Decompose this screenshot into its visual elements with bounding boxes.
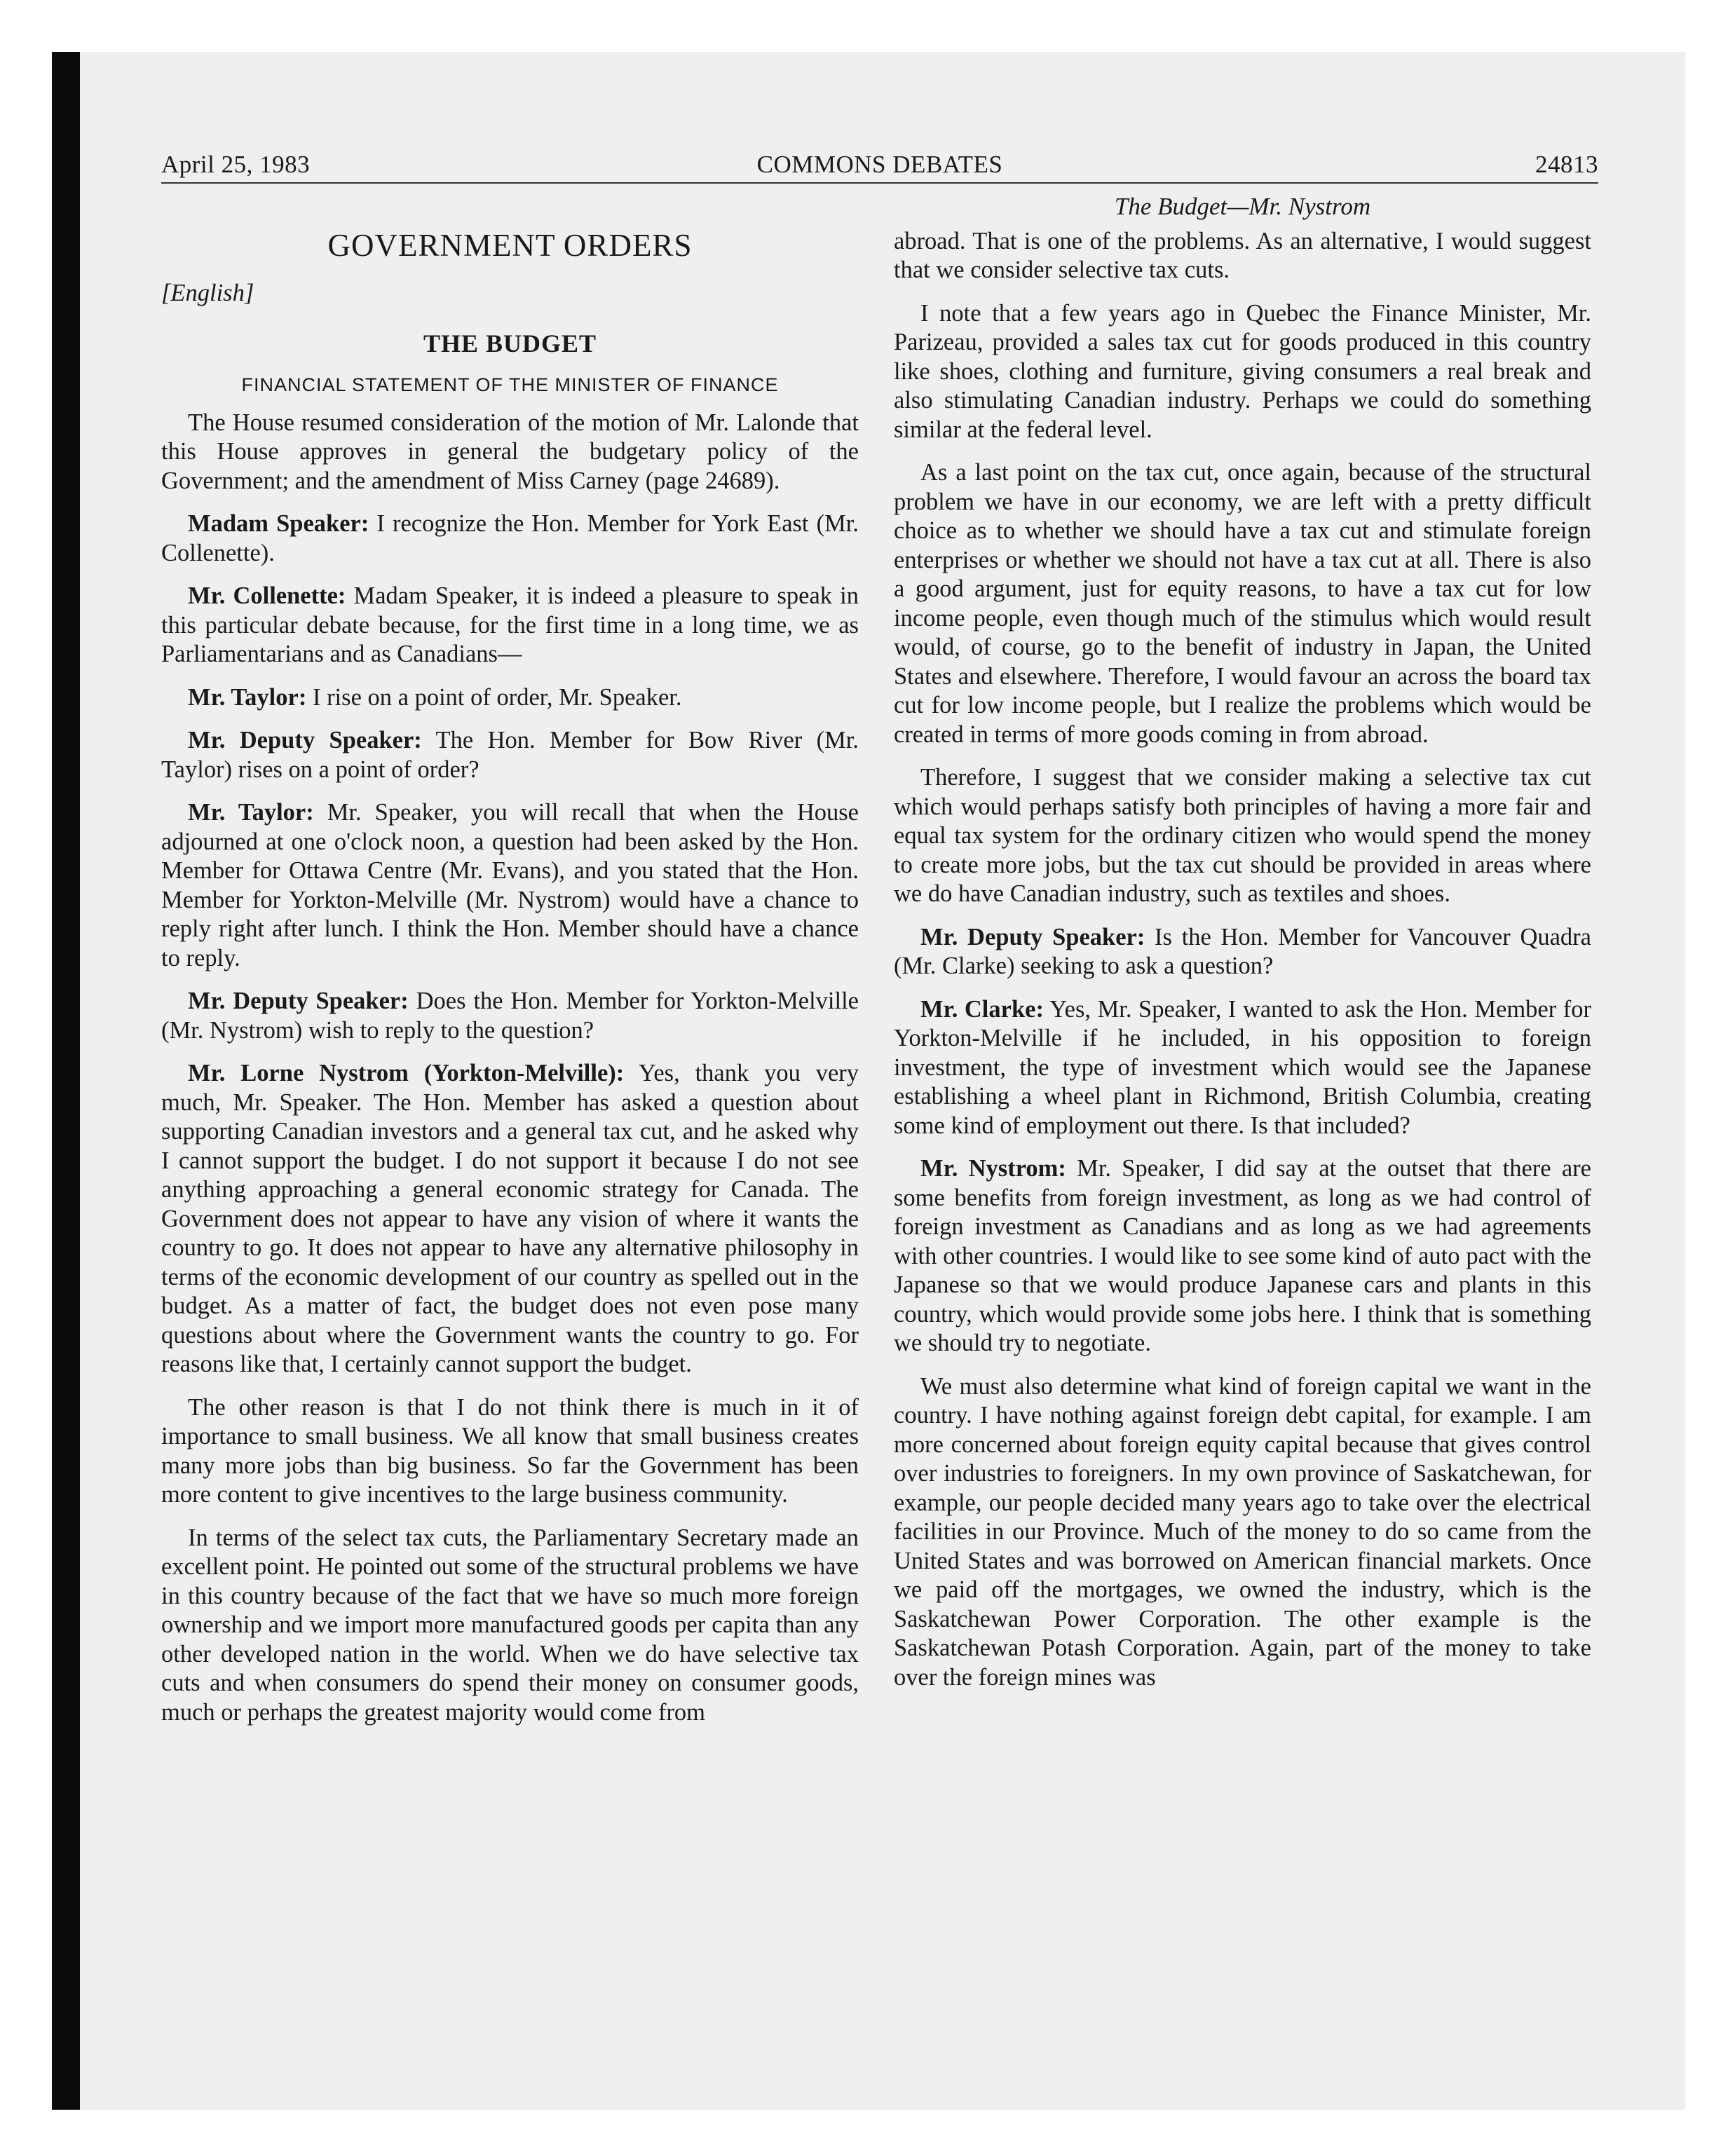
speech-text: Mr. Speaker, I did say at the outset that there are some benefits from foreign investment, as long as we had control of foreign investment as Canadians and as long as we had agreements with other countries. I would like to see some kind of auto pact with the Japanese so that we would produce Japanese cars and plants in this country, which would provide some jobs here. I think that is something we should try to negotiate. — [894, 1155, 1591, 1356]
speech-entry — [161, 987, 859, 1045]
section-title: GOVERNMENT ORDERS — [327, 228, 693, 263]
speech-entry — [894, 995, 1591, 1141]
subject-subtitle: FINANCIAL STATEMENT OF THE MINISTER OF FINANCE — [241, 374, 779, 395]
speaker-name: Mr. Clarke: — [920, 995, 1044, 1023]
speech-entry — [161, 726, 859, 784]
header-publication: COMMONS DEBATES — [756, 151, 1003, 178]
speaker-name: Mr. Nystrom: — [920, 1155, 1066, 1182]
speech-text: Yes, thank you very much, Mr. Speaker. The Hon. Member has asked a question about supporting Canadian investors and a general tax cut, and he asked why I cannot support the budget. I do not support it because I do not see anything approaching a general economic strategy for Canada. The Government does not appear to have any vision of where it wants the country to go. It does not appear to have any alternative philosophy in terms of the economic development of our country as spelled out in the budget. As a matter of fact, the budget does not even pose many questions about where the Government wants the country to go. For reasons like that, I certainly cannot support the budget. — [161, 1060, 859, 1377]
speech-entry — [161, 683, 859, 713]
speaker-name: Mr. Taylor: — [188, 799, 314, 826]
speech-text: I rise on a point of order, Mr. Speaker. — [306, 683, 682, 711]
speaker-name: Mr. Taylor: — [188, 683, 307, 711]
scan-edge-bar — [52, 52, 80, 2110]
speech-entry — [161, 798, 859, 973]
intro-paragraph: The House resumed consideration of the motion of Mr. Lalonde that this House approves in general the budgetary policy of the Government; and the amendment of Miss Carney (page 24689). — [161, 409, 859, 494]
column-running-head: The Budget—Mr. Nystrom — [1114, 193, 1371, 220]
left-column — [161, 184, 859, 1741]
speaker-name: Mr. Collenette: — [188, 582, 346, 609]
speaker-name: Mr. Deputy Speaker: — [920, 923, 1145, 950]
speech-text: Is the Hon. Member for Vancouver Quadra (Mr. Clarke) seeking to ask a question? — [894, 923, 1591, 979]
body-paragraph: We must also determine what kind of foreign capital we want in the country. I have nothing against foreign debt capital, for example. I am more concerned about foreign equity capital because that gives control over industries to foreigners. In my own province of Saskatchewan, for example, our people decided many years ago to take over the electrical facilities in our Province. Much of the money to do so came from the United States and was borrowed on American financial markets. Once we paid off the mortgages, we owned the industry, which is the Saskatchewan Power Corporation. The other example is the Saskatchewan Potash Corporation. Again, part of the money to take over the foreign mines was — [894, 1372, 1591, 1691]
speech-entry — [894, 1154, 1591, 1358]
speech-text: Does the Hon. Member for Yorkton-Melville (Mr. Nystrom) wish to reply to the question? — [161, 988, 859, 1044]
body-paragraph: The other reason is that I do not think there is much in it of importance to small business. We all know that small business creates many more jobs than big business. So far the Government has been more content to give incentives to the large business community. — [161, 1393, 859, 1508]
speech-text: The Hon. Member for Bow River (Mr. Taylor) rises on a point of order? — [161, 727, 859, 783]
body-paragraph: Therefore, I suggest that we consider making a selective tax cut which would perhaps satisfy both principles of having a more fair and equal tax system for the ordinary citizen who would spend the money to create more jobs, but the tax cut should be provided in areas where we do have Canadian industry, such as textiles and shoes. — [894, 764, 1591, 907]
speaker-name: Mr. Deputy Speaker: — [188, 727, 422, 753]
body-paragraph: abroad. That is one of the problems. As an alternative, I would suggest that we consider selective tax cuts. — [894, 227, 1591, 283]
subject-heading: THE BUDGET — [423, 329, 597, 357]
speaker-name: Mr. Lorne Nystrom (Yorkton-Melville): — [188, 1060, 625, 1086]
language-marker: [English] — [161, 280, 254, 306]
body-paragraph: As a last point on the tax cut, once again, because of the structural problem we have in our economy, we are left with a pretty difficult choice as to whether we should have a tax cut and stimulate foreign enterprises or whether we should not have a tax cut at all. There is also a good argument, just for equity reasons, to have a tax cut for low income people, even though much of the stimulus which would result would, of course, go to the benefit of industry in Japan, the United States and elsewhere. Therefore, I would favour an across the board tax cut for low income people, but I realize the problems which would be created in terms of more goods coming in from abroad. — [894, 459, 1591, 748]
body-paragraph: I note that a few years ago in Quebec the Finance Minister, Mr. Parizeau, provided a sales tax cut for goods produced in this country like shoes, clothing and furniture, giving consumers a real break and also stimulating Canadian industry. Perhaps we could do something similar at the federal level. — [894, 299, 1591, 443]
speech-text: I recognize the Hon. Member for York East (Mr. Collenette). — [161, 510, 859, 566]
speech-text: Mr. Speaker, you will recall that when the House adjourned at one o'clock noon, a question had been asked by the Hon. Member for Ottawa Centre (Mr. Evans), and you stated that the Hon. Member for Yorkton-Melville (Mr. Nystrom) would have a chance to reply right after lunch. I think the Hon. Member should have a chance to reply. — [161, 799, 859, 971]
document-page — [161, 147, 1598, 1726]
body-paragraph: In terms of the select tax cuts, the Parliamentary Secretary made an excellent point. He pointed out some of the structural problems we have in this country because of the fact that we have so much more foreign ownership and we import more manufactured goods per capita than any other developed nation in the world. When we do have selective tax cuts and when consumers do spend their money on consumer goods, much or perhaps the greatest majority would come from — [161, 1524, 859, 1726]
header-date: April 25, 1983 — [161, 151, 311, 178]
speech-entry — [161, 510, 859, 568]
speech-text: Madam Speaker, it is indeed a pleasure to speak in this particular debate because, for the first time in a long time, we as Parliamentarians and as Canadians— — [161, 582, 859, 667]
speech-text: Yes, Mr. Speaker, I wanted to ask the Hon. Member for Yorkton-Melville if he included, in his opposition to foreign investment, the type of investment which would see the Japanese establishing a wheel plant in Richmond, British Columbia, creating some kind of employment out there. Is that included? — [894, 995, 1591, 1139]
header-page-number: 24813 — [1535, 151, 1598, 178]
running-head — [161, 147, 1598, 184]
right-column — [894, 184, 1591, 1706]
speech-entry — [161, 1059, 859, 1379]
speaker-name: Mr. Deputy Speaker: — [188, 988, 409, 1014]
speaker-name: Madam Speaker: — [188, 510, 369, 537]
speech-entry — [161, 582, 859, 669]
speech-entry — [894, 923, 1591, 981]
